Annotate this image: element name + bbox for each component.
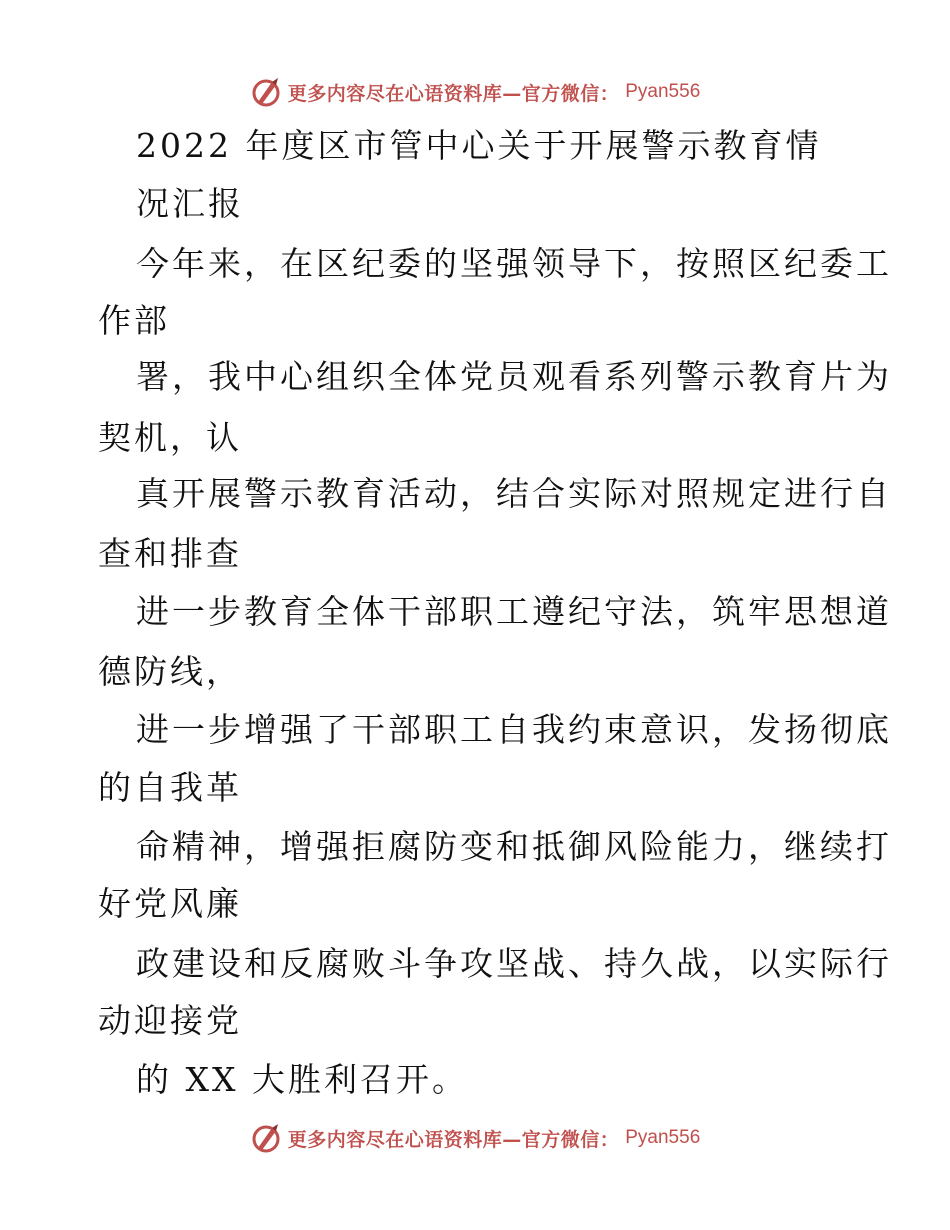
quill-pen-logo-icon xyxy=(250,1122,282,1154)
paragraph-line: 命精神，增强拒腐防变和抵御风险能力，继续打 xyxy=(136,827,892,866)
paragraph-line: 德防线， xyxy=(98,652,242,691)
paragraph-line: 动迎接党 xyxy=(98,1001,242,1040)
watermark-text: 更多内容尽在心语资料库—官方微信： xyxy=(287,1128,620,1151)
paragraph-line: 查和排查 xyxy=(98,534,242,573)
document-title-line-2: 况汇报 xyxy=(136,184,244,223)
document-title-line-1: 2022 年度区市管中心关于开展警示教育情 xyxy=(136,126,822,165)
paragraph-line: 的自我革 xyxy=(98,768,242,807)
paragraph-line: 进一步教育全体干部职工遵纪守法，筑牢思想道 xyxy=(136,592,892,631)
paragraph-line: 契机，认 xyxy=(98,418,242,457)
paragraph-line: 署，我中心组织全体党员观看系列警示教育片为 xyxy=(136,357,892,396)
paragraph-line: 好党风廉 xyxy=(98,884,242,923)
paragraph-line: 今年来，在区纪委的坚强领导下，按照区纪委工 xyxy=(136,244,892,283)
watermark-footer xyxy=(0,1118,950,1158)
paragraph-line: 政建设和反腐败斗争攻坚战、持久战，以实际行 xyxy=(136,944,892,983)
quill-pen-logo-icon xyxy=(250,76,282,108)
paragraph-line: 作部 xyxy=(98,301,170,340)
paragraph-line: 进一步增强了干部职工自我约束意识，发扬彻底 xyxy=(136,710,892,749)
watermark-header xyxy=(0,72,950,112)
watermark-text: 更多内容尽在心语资料库—官方微信： xyxy=(287,82,620,105)
watermark-account: Pyan556 xyxy=(625,81,701,102)
paragraph-line: 的 XX 大胜利召开。 xyxy=(136,1060,468,1099)
watermark-account: Pyan556 xyxy=(625,1127,701,1148)
paragraph-line: 真开展警示教育活动，结合实际对照规定进行自 xyxy=(136,474,892,513)
